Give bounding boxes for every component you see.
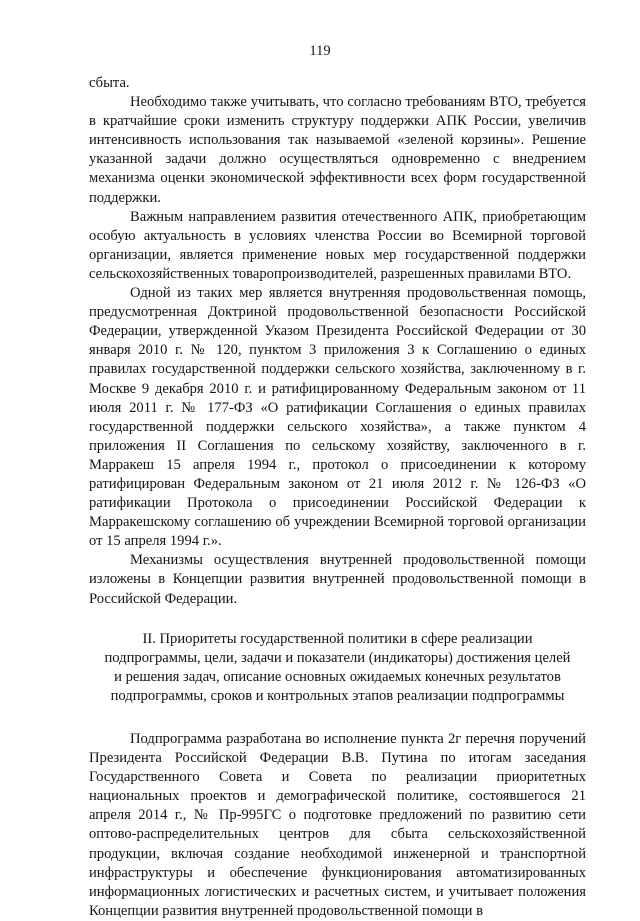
document-body [89,74,586,921]
paragraph: сбыта. [89,75,130,91]
paragraph: Важным направлением развития отечественного АПК, приобретающим особую актуальность в условиях членства России во Всемирной торговой организации, является применение новых мер государственной поддержки сельскохозяйственных товаропроизводителей, разрешенных правилами ВТО. [89,208,586,282]
page-number: 119 [309,43,331,59]
section-heading: II. Приоритеты государственной политики в сфере реализации подпрограммы, цели, задачи и показатели (индикаторы) достижения целей и решения задач, описание основных ожидаемых конечных результатов подпрограммы, сроков и контрольных этапов реализации подпрограммы [104,630,571,704]
paragraph: Механизмы осуществления внутренней продовольственной помощи изложены в Концепции развития внутренней продовольственной помощи в Российской Федерации. [89,552,586,607]
paragraph: Необходимо также учитывать, что согласно требованиям ВТО, требуется в кратчайшие сроки изменить структуру поддержки АПК России, увеличив интенсивность использования так называемой «зеленой корзины». Решение указанной задачи должно осуществляться одновременно с внедрением механизма оценки экономической эффективности всех форм государственной поддержки. [89,94,586,206]
paragraph: Одной из таких мер является внутренняя продовольственная помощь, предусмотренная Доктриной продовольственной безопасности Российской Федерации, утвержденной Указом Президента Российской Федерации от 30 января 2010 г. № 120, пунктом 3 приложения 3 к Соглашению о единых правилах государственной поддержки сельского хозяйства, заключенному в г. Москве 9 декабря 2010 г. и ратифицированному Федеральным законом от 11 июля 2011 г. № 177-ФЗ «О ратификации Соглашения о единых правилах государственной поддержки сельского хозяйства», а также пунктом 4 приложения II Соглашения по сельскому хозяйству, заключенного в г. Марракеш 15 апреля 1994 г., протокол о присоединении к которому ратифицирован Федеральным законом от 21 июля 2012 г. № 126-ФЗ «О ратификации Протокола о присоединении Российской Федерации к Марракешскому соглашению об учреждении Всемирной торговой организации от 15 апреля 1994 г.». [89,285,586,550]
paragraph: Подпрограмма разработана во исполнение пункта 2г перечня поручений Президента Российской Федерации В.В. Путина по итогам заседания Государственного Совета и Совета по реализации приоритетных национальных проектов и демографической политике, состоявшегося 21 апреля 2014 г., № Пр-995ГС о подготовке предложений по развитию сети оптово-распределительных центров для сбыта сельскохозяйственной продукции, включая создание необходимой инженерной и транспортной инфраструктуры и обеспечение функционирования автоматизированных информационных логистических и расчетных систем, и учитывает положения Концепции развития внутренней продовольственной помощи в [89,731,586,919]
